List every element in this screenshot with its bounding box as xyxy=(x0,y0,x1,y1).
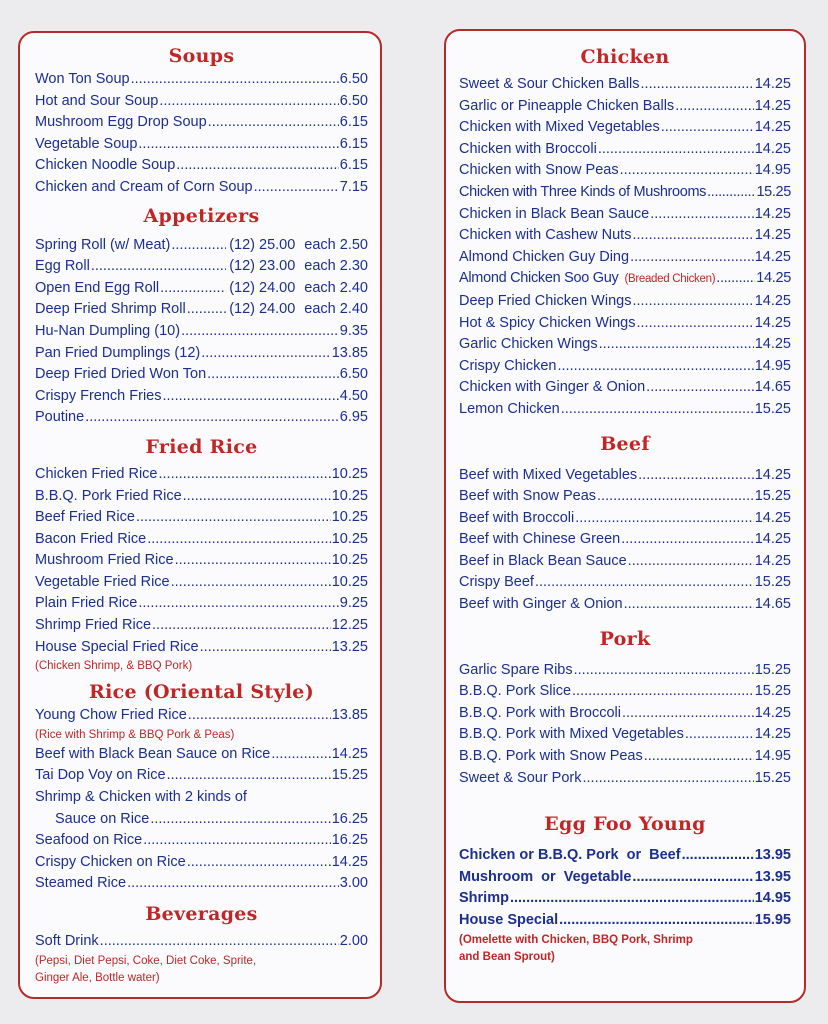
menu-item: B.B.Q. Pork with Broccoli ..... 14.25 xyxy=(459,703,791,725)
menu-item: Beef with Mixed Vegetables ..... 14.25 xyxy=(459,465,791,487)
section-title-fried-rice: Fried Rice xyxy=(145,435,258,458)
section-title-beef: Beef xyxy=(600,432,650,455)
menu-item: Almond Chicken Soo Guy (Breaded Chicken) ..... 14.25 xyxy=(459,268,791,291)
section-title-chicken: Chicken xyxy=(580,46,670,68)
menu-item: House Special Fried Rice ..... 13.25 xyxy=(35,637,368,659)
menu-item: Shrimp ..... 14.95 xyxy=(459,888,791,910)
rice-oriental-list xyxy=(35,705,368,895)
menu-item: Garlic Spare Ribs ..... 15.25 xyxy=(459,660,791,682)
menu-item: Won Ton Soup ..... 6.50 xyxy=(35,69,368,91)
menu-item: Garlic or Pineapple Chicken Balls ..... 14.25 xyxy=(459,96,791,118)
menu-item: Deep Fried Chicken Wings ..... 14.25 xyxy=(459,291,791,313)
menu-item: Deep Fried Dried Won Ton ..... 6.50 xyxy=(35,364,368,386)
menu-item: Vegetable Fried Rice ..... 10.25 xyxy=(35,572,368,594)
menu-item: Chicken with Snow Peas ..... 14.95 xyxy=(459,160,791,182)
section-title-beverages: Beverages xyxy=(145,903,258,925)
menu-item: Mushroom Egg Drop Soup ..... 6.15 xyxy=(35,112,368,134)
menu-item: Crispy Chicken on Rice ..... 14.25 xyxy=(35,852,368,874)
menu-item: Soft Drink ..... 2.00 xyxy=(35,931,368,953)
item-note: (Chicken Shrimp, & BBQ Pork) xyxy=(35,660,193,673)
menu-item: Chicken with Three Kinds of Mushrooms ..... 15.25 xyxy=(459,182,791,204)
item-note: Ginger Ale, Bottle water) xyxy=(35,971,160,984)
menu-item: B.B.Q. Pork Slice ..... 15.25 xyxy=(459,681,791,703)
menu-item: Tai Dop Voy on Rice ..... 15.25 xyxy=(35,765,368,787)
section-title-egg-foo-young: Egg Foo Young xyxy=(544,813,706,836)
menu-panel-left xyxy=(18,31,382,999)
menu-item: B.B.Q. Pork with Mixed Vegetables ..... 14.25 xyxy=(459,724,791,746)
menu-item: Crispy Chicken ..... 14.95 xyxy=(459,356,791,378)
menu-item: Almond Chicken Guy Ding ..... 14.25 xyxy=(459,247,791,269)
menu-item: Chicken and Cream of Corn Soup ..... 7.15 xyxy=(35,177,368,199)
menu-item: Crispy Beef ..... 15.25 xyxy=(459,572,791,594)
menu-item: Vegetable Soup ..... 6.15 xyxy=(35,134,368,156)
egg-foo-young-list xyxy=(459,845,791,965)
menu-item: Shrimp & Chicken with 2 kinds of xyxy=(35,789,247,806)
menu-item: Shrimp Fried Rice ..... 12.25 xyxy=(35,615,368,637)
menu-item: Beef with Black Bean Sauce on Rice ..... 14.25 xyxy=(35,744,368,766)
menu-item: Deep Fried Shrimp Roll ..... (12) 24.00 each 2.40 xyxy=(35,299,368,321)
menu-item: Beef Fried Rice ..... 10.25 xyxy=(35,507,368,529)
menu-item: B.B.Q. Pork with Snow Peas ..... 14.95 xyxy=(459,746,791,768)
menu-item: Mushroom Fried Rice ..... 10.25 xyxy=(35,550,368,572)
menu-item: Chicken with Mixed Vegetables ..... 14.25 xyxy=(459,117,791,139)
menu-item: Chicken with Ginger & Onion ..... 14.65 xyxy=(459,377,791,399)
menu-item: Spring Roll (w/ Meat) ..... (12) 25.00 each 2.50 xyxy=(35,235,368,257)
menu-item: Chicken with Cashew Nuts ..... 14.25 xyxy=(459,225,791,247)
menu-item: Egg Roll ..... (12) 23.00 each 2.30 xyxy=(35,256,368,278)
section-title-rice-oriental: Rice (Oriental Style) xyxy=(88,681,314,704)
menu-item: Chicken with Broccoli ..... 14.25 xyxy=(459,139,791,161)
menu-item: Poutine ..... 6.95 xyxy=(35,407,368,429)
menu-item: Beef with Broccoli ..... 14.25 xyxy=(459,508,791,530)
item-note: and Bean Sprout) xyxy=(459,950,555,963)
menu-item: Beef with Snow Peas ..... 15.25 xyxy=(459,486,791,508)
chicken-list xyxy=(459,74,791,421)
section-title-pork: Pork xyxy=(599,627,651,650)
menu-item: Beef in Black Bean Sauce ..... 14.25 xyxy=(459,551,791,573)
item-note: (Omelette with Chicken, BBQ Pork, Shrimp xyxy=(459,933,693,946)
menu-item: Sauce on Rice ..... 16.25 xyxy=(35,809,368,831)
pork-list xyxy=(459,660,791,790)
beef-list xyxy=(459,465,791,616)
menu-item: Chicken in Black Bean Sauce ..... 14.25 xyxy=(459,204,791,226)
menu-item: Seafood on Rice ..... 16.25 xyxy=(35,830,368,852)
menu-item: House Special ..... 15.95 xyxy=(459,910,791,932)
menu-panel-right xyxy=(444,29,806,1003)
menu-item: Bacon Fried Rice ..... 10.25 xyxy=(35,529,368,551)
menu-item: Young Chow Fried Rice ..... 13.85 xyxy=(35,705,368,727)
menu-item: Open End Egg Roll ..... (12) 24.00 each 2.40 xyxy=(35,278,368,300)
appetizers-list xyxy=(35,235,368,429)
menu-item: Chicken Noodle Soup ..... 6.15 xyxy=(35,155,368,177)
menu-item: Chicken or B.B.Q. Pork or Beef ..... 13.95 xyxy=(459,845,791,867)
item-note: (Rice with Shrimp & BBQ Pork & Peas) xyxy=(35,728,235,741)
soups-list xyxy=(35,69,368,199)
menu-item: Chicken Fried Rice ..... 10.25 xyxy=(35,464,368,486)
menu-item: Garlic Chicken Wings ..... 14.25 xyxy=(459,334,791,356)
beverages-list xyxy=(35,931,368,987)
menu-item: Beef with Chinese Green ..... 14.25 xyxy=(459,529,791,551)
menu-item: Sweet & Sour Chicken Balls ..... 14.25 xyxy=(459,74,791,96)
menu-item: B.B.Q. Pork Fried Rice ..... 10.25 xyxy=(35,486,368,508)
menu-item: Hot & Spicy Chicken Wings ..... 14.25 xyxy=(459,313,791,335)
item-note: (Pepsi, Diet Pepsi, Coke, Diet Coke, Sprite, xyxy=(35,954,257,967)
menu-item: Hot and Sour Soup ..... 6.50 xyxy=(35,91,368,113)
fried-rice-list xyxy=(35,464,368,675)
menu-item: Plain Fried Rice ..... 9.25 xyxy=(35,593,368,615)
menu-item: Hu-Nan Dumpling (10) ..... 9.35 xyxy=(35,321,368,343)
menu-item: Mushroom or Vegetable ..... 13.95 xyxy=(459,867,791,889)
section-title-appetizers: Appetizers xyxy=(143,204,260,227)
menu-item: Beef with Ginger & Onion ..... 14.65 xyxy=(459,594,791,616)
menu-item: Sweet & Sour Pork ..... 15.25 xyxy=(459,768,791,790)
menu-item: Pan Fried Dumplings (12) ..... 13.85 xyxy=(35,343,368,365)
menu-item: Steamed Rice ..... 3.00 xyxy=(35,873,368,895)
section-title-soups: Soups xyxy=(168,45,235,67)
menu-item: Lemon Chicken ..... 15.25 xyxy=(459,399,791,421)
menu-item: Crispy French Fries ..... 4.50 xyxy=(35,386,368,408)
